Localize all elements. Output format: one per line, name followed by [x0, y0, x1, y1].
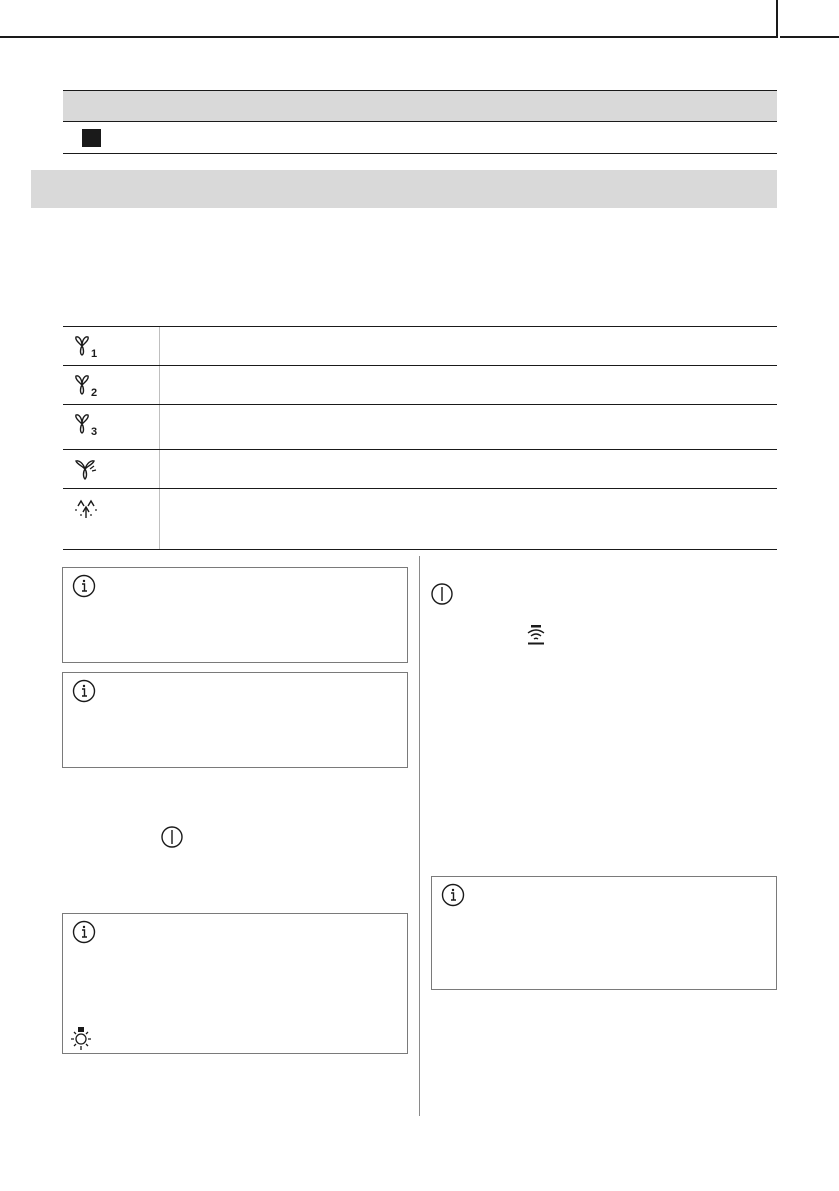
power-icon: [160, 825, 184, 849]
fan-speed-1-icon: [73, 334, 99, 358]
hob-connection-icon: [525, 624, 547, 646]
fan-table-row: [63, 365, 777, 404]
svg-text:1: 1: [91, 348, 98, 358]
column-divider: [419, 556, 420, 1116]
power-icon: [430, 582, 454, 606]
fan-speed-3-icon: [73, 412, 99, 436]
auto-extraction-icon: [73, 496, 99, 520]
fan-table-row: [63, 488, 777, 550]
info-box: [62, 913, 408, 1054]
symbol-table-header: [63, 90, 777, 122]
info-icon: [441, 883, 465, 907]
fan-speed-table: [63, 326, 777, 550]
page-corner-rule: [780, 0, 839, 38]
info-icon: [72, 679, 96, 703]
info-box: [62, 567, 408, 663]
info-icon: [72, 920, 96, 944]
svg-text:2: 2: [91, 387, 98, 397]
fan-table-row: [63, 326, 777, 365]
page-corner-mark: [0, 0, 778, 38]
info-box: [431, 876, 777, 990]
fan-table-row: [63, 449, 777, 488]
section-heading-band: [31, 170, 777, 208]
light-icon: [69, 1026, 93, 1052]
symbol-table-row: [63, 122, 777, 154]
fan-boost-icon: [73, 457, 99, 481]
fan-table-row: [63, 404, 777, 449]
info-icon: [72, 574, 96, 598]
info-box: [62, 672, 408, 768]
svg-text:3: 3: [91, 426, 98, 436]
fan-speed-2-icon: [73, 373, 99, 397]
filled-square-icon: [82, 129, 101, 147]
symbol-table: [63, 90, 777, 154]
